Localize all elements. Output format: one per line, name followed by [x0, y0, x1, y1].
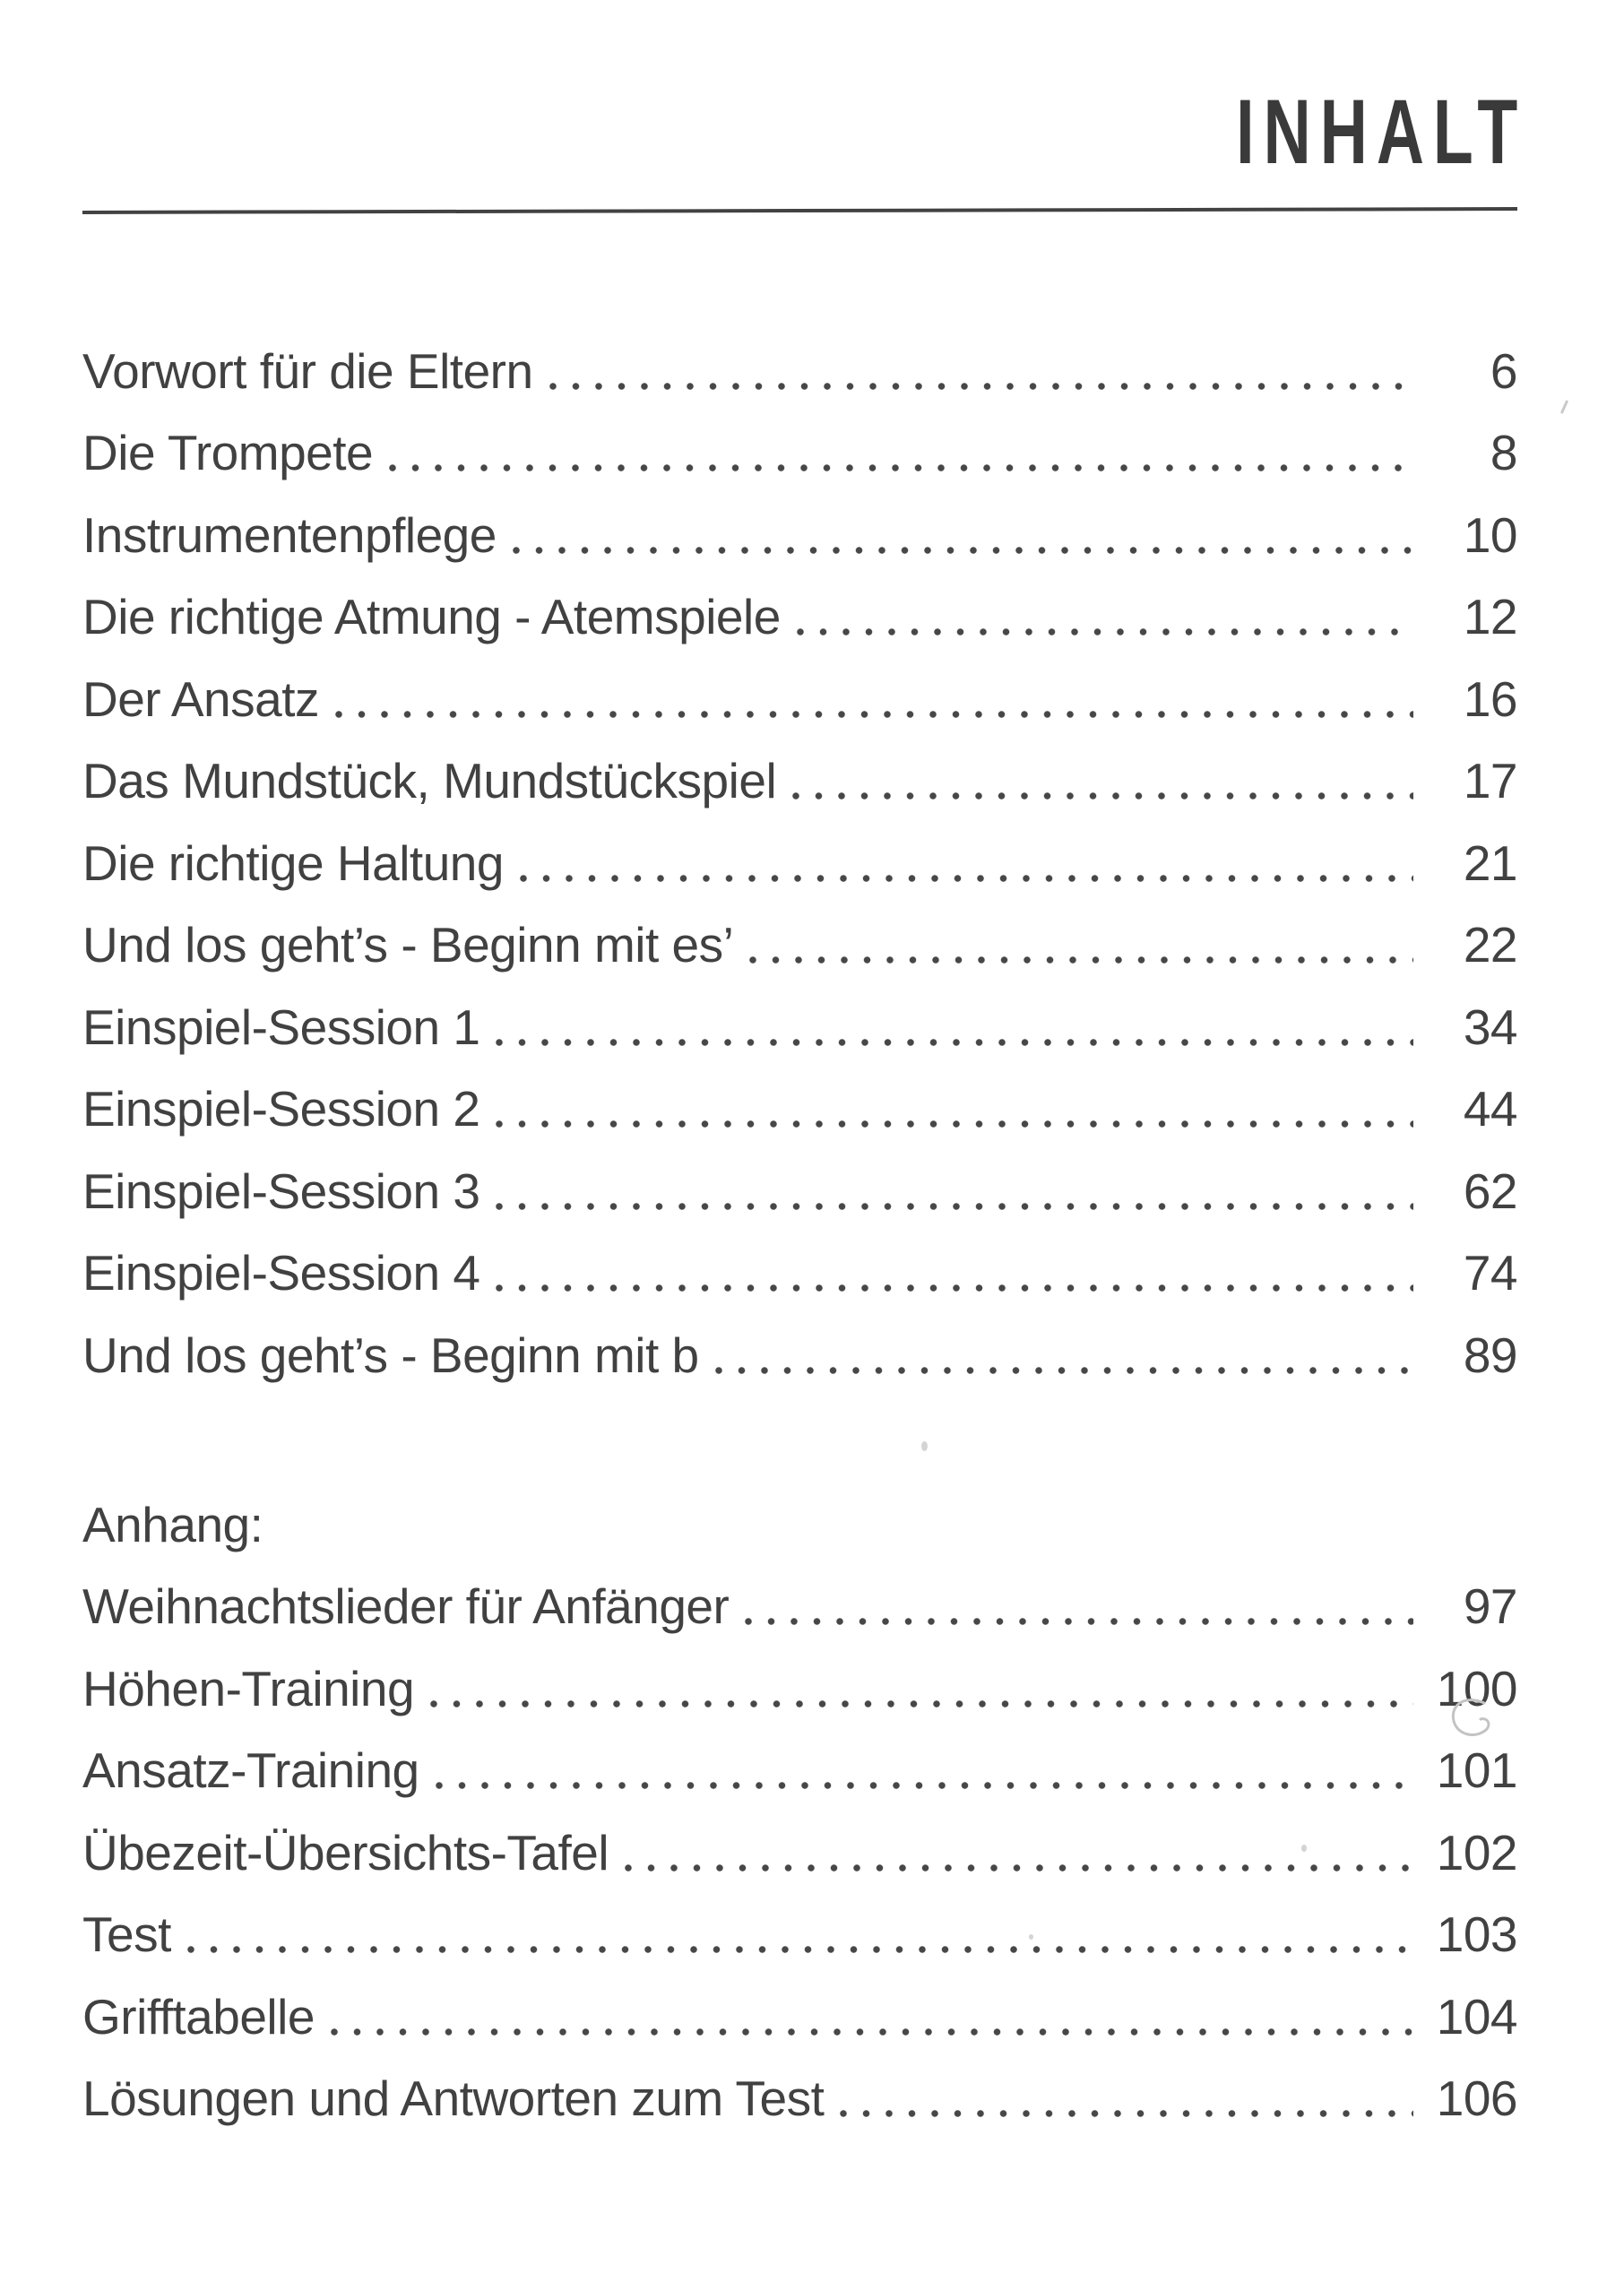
dot-leader	[331, 2028, 1413, 2036]
toc-entry	[82, 1060, 1517, 1143]
toc-entry-label: Instrumentenpflege	[82, 506, 497, 563]
toc-entry	[82, 1306, 1517, 1388]
toc-entry-label: Weihnachtslieder für Anfänger	[82, 1578, 730, 1634]
toc-entry-page-number: 17	[1463, 753, 1517, 808]
dot-leader	[513, 547, 1413, 554]
dot-leader	[797, 628, 1413, 635]
toc-entry-page-number: 100	[1436, 1660, 1517, 1716]
dot-leader	[496, 1203, 1413, 1210]
toc-entry-page-number: 12	[1463, 589, 1517, 644]
toc-entry	[82, 650, 1517, 732]
title-rule	[82, 207, 1517, 214]
toc-entry-page-number: 97	[1463, 1578, 1517, 1634]
toc-entry-page-number: 8	[1490, 425, 1517, 480]
toc-entry-page-number: 104	[1436, 1988, 1517, 2045]
toc-entry-label: Lösungen und Antworten zum Test	[82, 2071, 825, 2126]
toc-entry	[82, 896, 1517, 979]
toc-entry	[82, 1224, 1517, 1307]
toc-entry	[82, 2050, 1517, 2132]
toc-entry	[82, 568, 1517, 651]
toc-entry-page-number: 21	[1463, 834, 1517, 891]
toc-entry-page-number: 16	[1463, 670, 1517, 727]
toc-list-main	[82, 322, 1517, 1388]
toc-entry-label: Ansatz-Training	[82, 1742, 419, 1798]
dot-leader	[436, 1782, 1413, 1789]
toc-entry	[82, 1558, 1517, 1640]
dot-leader	[496, 1284, 1413, 1292]
dot-leader	[520, 875, 1413, 882]
toc-entry-page-number: 34	[1463, 999, 1517, 1055]
toc-entry-label: Einspiel-Session 1	[82, 999, 480, 1055]
toc-entry-page-number: 74	[1463, 1245, 1517, 1301]
toc-entry-label: Das Mundstück, Mundstückspiel	[82, 753, 777, 808]
toc-entry	[82, 404, 1517, 487]
toc-entry-label: Grifftabelle	[82, 1988, 315, 2045]
toc-entry-label: Der Ansatz	[82, 670, 320, 727]
dot-leader	[496, 1120, 1413, 1128]
page-title: INHALT	[1235, 81, 1526, 183]
scan-artifact-tick	[1560, 400, 1568, 414]
toc-entry-label: Test	[82, 1906, 171, 1962]
toc-entry	[82, 322, 1517, 404]
toc-entry-page-number: 44	[1463, 1081, 1517, 1137]
toc-list-appendix	[82, 1475, 1517, 2131]
dot-leader	[749, 956, 1413, 964]
toc-entry-label: Und los geht’s - Beginn mit es’	[82, 917, 734, 973]
toc-entry	[82, 1639, 1517, 1722]
dot-leader	[745, 1618, 1413, 1625]
toc-entry-page-number: 106	[1436, 2071, 1517, 2126]
dot-leader	[335, 711, 1413, 718]
scan-artifact-speck	[921, 1441, 928, 1451]
toc-entry-label: Vorwort für die Eltern	[82, 342, 533, 399]
toc-entry-label: Und los geht’s - Beginn mit b	[82, 1327, 699, 1383]
dot-leader	[549, 383, 1413, 390]
toc-entry-page-number: 103	[1436, 1906, 1517, 1962]
toc-entry	[82, 1967, 1517, 2050]
toc-entry	[82, 1886, 1517, 1968]
toc-entry-label: Einspiel-Session 2	[82, 1081, 480, 1137]
toc-entry-label: Die Trompete	[82, 425, 374, 480]
toc-entry	[82, 486, 1517, 568]
dot-leader	[840, 2110, 1413, 2117]
toc-entry-label: Übezeit-Übersichts-Tafel	[82, 1824, 609, 1880]
toc-entry	[82, 1142, 1517, 1224]
toc-entry-page-number: 89	[1463, 1327, 1517, 1383]
appendix-heading-row	[82, 1475, 1517, 1558]
toc-entry-label: Die richtige Haltung	[82, 834, 504, 891]
dot-leader	[496, 1039, 1413, 1046]
toc-entry-page-number: 101	[1436, 1742, 1517, 1798]
toc-entry-label: Einspiel-Session 4	[82, 1245, 480, 1301]
toc-entry-label: Die richtige Atmung - Atemspiele	[82, 589, 781, 644]
toc-entry-label: Höhen-Training	[82, 1660, 415, 1716]
toc-entry	[82, 1722, 1517, 1804]
toc-entry-label: Einspiel-Session 3	[82, 1163, 480, 1219]
toc-entry	[82, 732, 1517, 815]
dot-leader	[715, 1367, 1413, 1374]
toc-entry	[82, 814, 1517, 896]
toc-entry-page-number: 102	[1436, 1824, 1517, 1880]
dot-leader	[187, 1946, 1413, 1953]
toc-entry-page-number: 22	[1463, 917, 1517, 973]
toc-entry-page-number: 62	[1463, 1163, 1517, 1219]
toc-entry	[82, 1803, 1517, 1886]
toc-entry	[82, 978, 1517, 1060]
dot-leader	[625, 1864, 1413, 1872]
toc-entry-page-number: 10	[1463, 506, 1517, 563]
dot-leader	[389, 464, 1413, 471]
toc-entry-page-number: 6	[1490, 342, 1517, 399]
appendix-heading: Anhang:	[82, 1496, 263, 1552]
dot-leader	[430, 1700, 1413, 1707]
dot-leader	[792, 792, 1413, 800]
